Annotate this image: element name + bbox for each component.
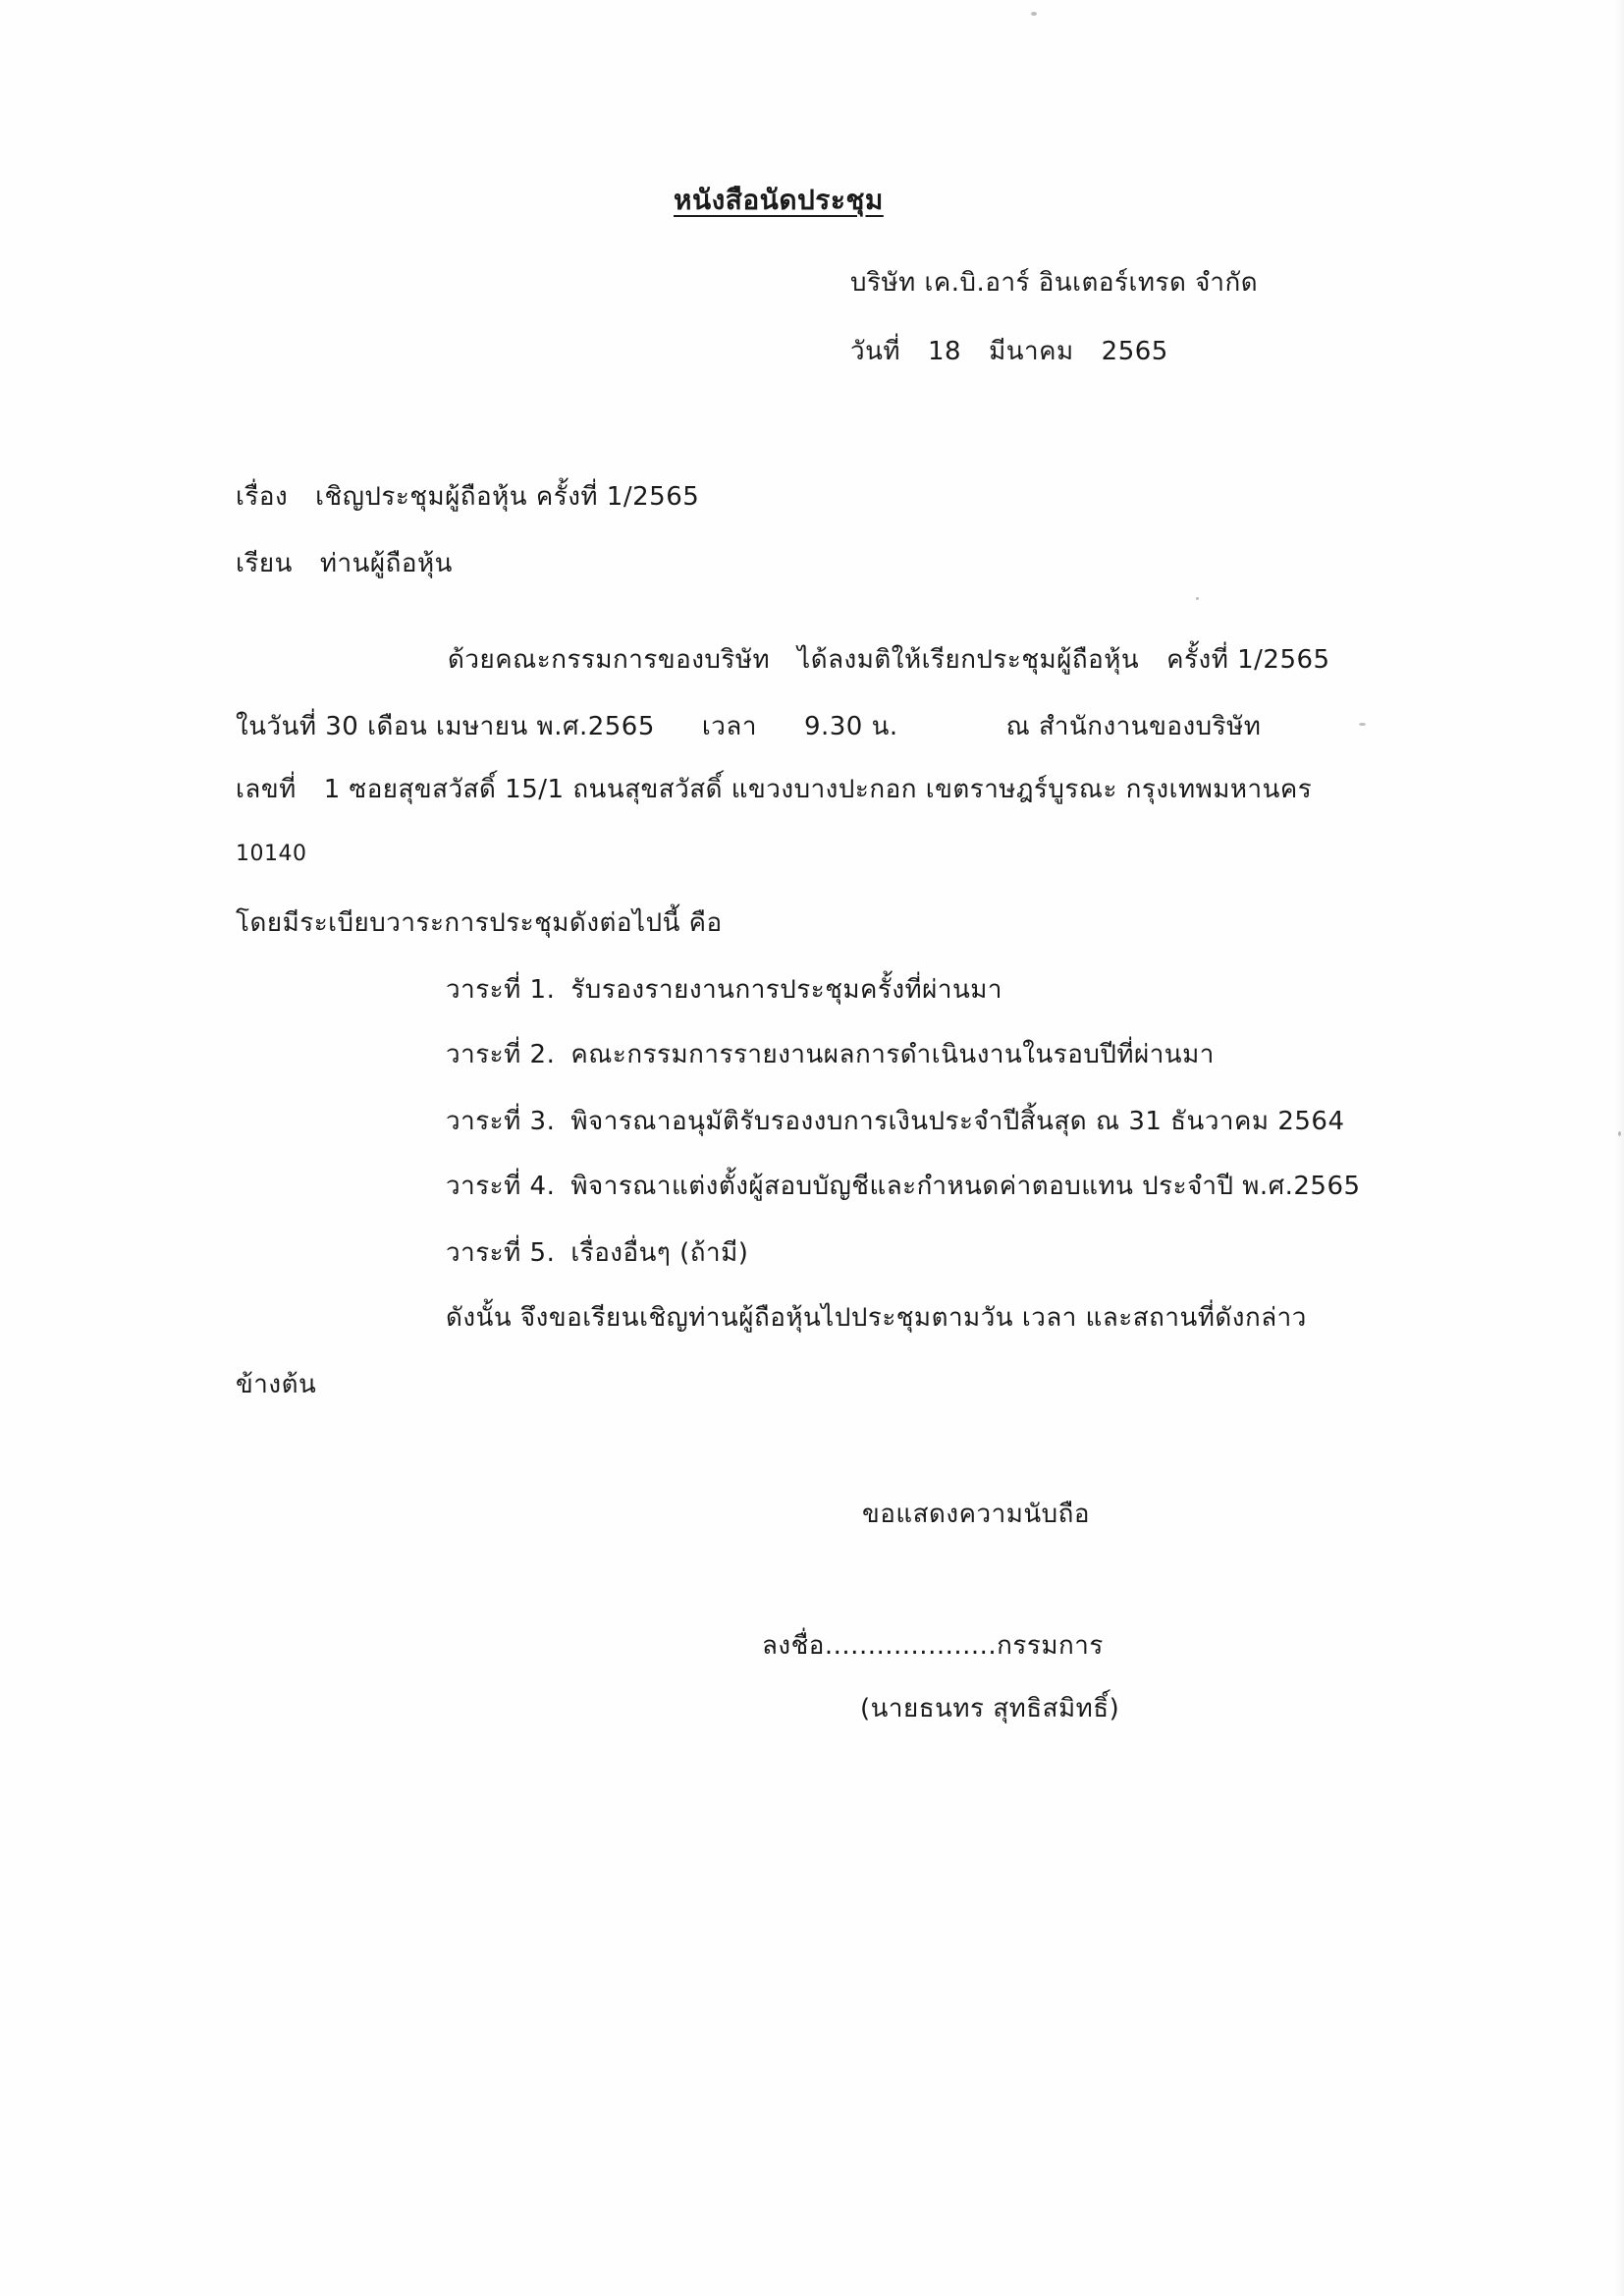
meeting-time: 9.30 น. — [803, 712, 898, 741]
closing-line-2: ข้างต้น — [236, 1370, 317, 1399]
address-text: 1 ซอยสุขสวัสดิ์ 15/1 ถนนสุขสวัสดิ์ แขวงบางปะกอก เขตราษฎร์บูรณะ กรุงเทพมหานคร — [323, 775, 1313, 804]
meeting-place: ณ สำนักงานของบริษัท — [1005, 712, 1262, 741]
body-line-1b: ได้ลงมติให้เรียกประชุมผู้ถือหุ้น — [797, 645, 1140, 675]
subject-line — [236, 479, 699, 515]
document-title: หนังสือนัดประชุม — [674, 184, 884, 216]
agenda-item — [446, 1104, 1345, 1139]
scan-speck — [1196, 597, 1199, 600]
closing-line-1: ดังนั้น จึงขอเรียนเชิญท่านผู้ถือหุ้นไปประชุมตามวัน เวลา และสถานที่ดังกล่าว — [446, 1303, 1307, 1333]
to-text: ท่านผู้ถือหุ้น — [319, 549, 453, 578]
date-label: วันที่ — [850, 337, 901, 366]
to-line — [236, 546, 453, 581]
agenda-item — [446, 1235, 748, 1271]
date-year: 2565 — [1101, 337, 1168, 366]
agenda-item-label: วาระที่ 3. — [446, 1107, 556, 1136]
scan-edge-shadow — [1614, 0, 1624, 2296]
agenda-item — [446, 1037, 1215, 1072]
postcode: 10140 — [236, 842, 307, 866]
body-line-1 — [448, 642, 1330, 678]
agenda-item-text: พิจารณาอนุมัติรับรองงบการเงินประจำปีสิ้นสุด ณ 31 ธันวาคม 2564 — [570, 1107, 1345, 1136]
agenda-item-text: รับรองรายงานการประชุมครั้งที่ผ่านมา — [570, 975, 1003, 1005]
body-line-3 — [236, 772, 1312, 807]
company-name: บริษัท เค.บิ.อาร์ อินเตอร์เทรด จำกัด — [850, 268, 1259, 298]
meeting-time-label: เวลา — [701, 712, 757, 741]
meeting-date: ในวันที่ 30 เดือน เมษายน พ.ศ.2565 — [236, 712, 655, 741]
agenda-item-text: พิจารณาแต่งตั้งผู้สอบบัญชีและกำหนดค่าตอบแทน ประจำปี พ.ศ.2565 — [570, 1172, 1361, 1201]
document-date — [850, 334, 1168, 369]
address-label: เลขที่ — [236, 775, 297, 804]
to-label: เรียน — [236, 549, 293, 578]
body-line-2 — [236, 709, 1261, 744]
agenda-item-label: วาระที่ 2. — [446, 1040, 556, 1069]
subject-label: เรื่อง — [236, 482, 289, 512]
date-month: มีนาคม — [989, 337, 1074, 366]
agenda-item — [446, 1169, 1361, 1204]
agenda-item-label: วาระที่ 1. — [446, 975, 556, 1005]
agenda-item-label: วาระที่ 4. — [446, 1172, 556, 1201]
agenda-item-label: วาระที่ 5. — [446, 1238, 556, 1268]
agenda-item-text: เรื่องอื่นๆ (ถ้ามี) — [570, 1238, 749, 1268]
date-day: 18 — [928, 337, 962, 366]
signature-line: ลงชื่อ....................กรรมการ — [762, 1631, 1104, 1661]
signatory-name: (นายธนทร สุทธิสมิทธิ์) — [860, 1694, 1120, 1723]
agenda-item — [446, 972, 1002, 1008]
body-line-1a: ด้วยคณะกรรมการของบริษัท — [448, 645, 771, 675]
agenda-intro: โดยมีระเบียบวาระการประชุมดังต่อไปนี้ คือ — [236, 908, 723, 938]
scan-speck — [1359, 723, 1366, 726]
agenda-item-text: คณะกรรมการรายงานผลการดำเนินงานในรอบปีที่ผ่านมา — [570, 1040, 1215, 1069]
scan-speck — [1031, 12, 1037, 16]
subject-text: เชิญประชุมผู้ถือหุ้น ครั้งที่ 1/2565 — [315, 482, 700, 512]
regards: ขอแสดงความนับถือ — [862, 1500, 1090, 1529]
body-line-1c: ครั้งที่ 1/2565 — [1166, 645, 1330, 675]
